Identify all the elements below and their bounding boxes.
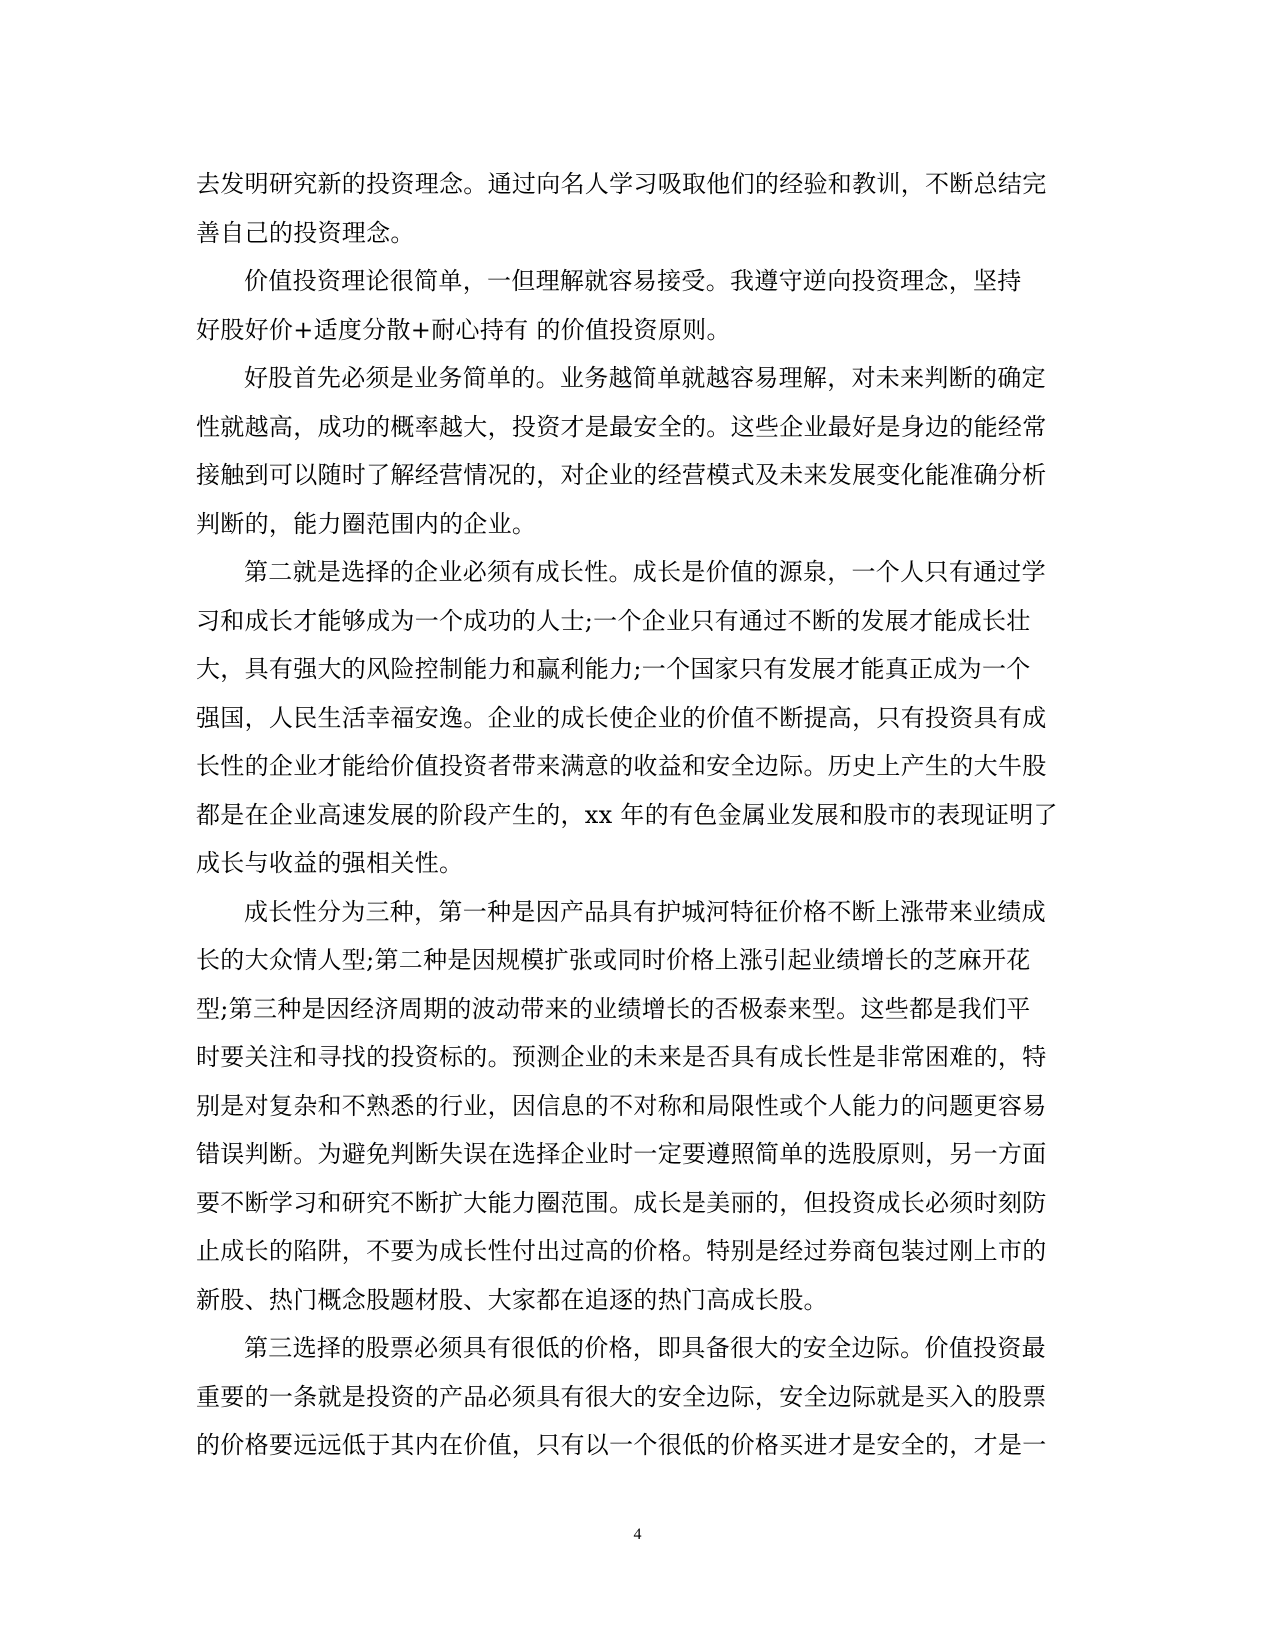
- text-line: 好股好价+适度分散+耐心持有 的价值投资原则。: [196, 315, 731, 344]
- text-line: 新股、热门概念股题材股、大家都在追逐的热门高成长股。: [196, 1285, 828, 1314]
- page-number: 4: [633, 1526, 642, 1543]
- text-line: 价值投资理论很简单，一但理解就容易接受。我遵守逆向投资理念，坚持: [244, 267, 1022, 295]
- text-line: 止成长的陷阱，不要为成长性付出过高的价格。特别是经过券商包装过刚上市的: [196, 1237, 1047, 1265]
- text-line: 长性的企业才能给价值投资者带来满意的收益和安全边际。历史上产生的大牛股: [196, 752, 1047, 780]
- text-line: 习和成长才能够成为一个成功的人士;一个企业只有通过不断的发展才能成长壮: [196, 606, 1031, 635]
- text-line: 时要关注和寻找的投资标的。预测企业的未来是否具有成长性是非常困难的，特: [196, 1043, 1047, 1071]
- text-line: 成长与收益的强相关性。: [196, 849, 464, 877]
- text-line: 好股首先必须是业务简单的。业务越简单就越容易理解，对未来判断的确定: [244, 364, 1046, 392]
- text-line: 接触到可以随时了解经营情况的，对企业的经营模式及未来发展变化能准确分析: [196, 461, 1047, 489]
- text-line: 判断的，能力圈范围内的企业。: [196, 509, 537, 538]
- text-line: 性就越高，成功的概率越大，投资才是最安全的。这些企业最好是身边的能经常: [196, 412, 1047, 441]
- body-text: [196, 160, 1076, 1470]
- text-line: 长的大众情人型;第二种是因规模扩张或同时价格上涨引起业绩增长的芝麻开花: [196, 946, 1031, 974]
- text-line: 要不断学习和研究不断扩大能力圈范围。成长是美丽的，但投资成长必须时刻防: [196, 1188, 1047, 1217]
- text-line: 都是在企业高速发展的阶段产生的，xx 年的有色金属业发展和股市的表现证明了: [196, 800, 1058, 829]
- text-line: 强国，人民生活幸福安逸。企业的成长使企业的价值不断提高，只有投资具有成: [196, 703, 1047, 732]
- text-line: 的价格要远远低于其内在价值，只有以一个很低的价格买进才是安全的，才是一: [196, 1431, 1047, 1459]
- text-line: 善自己的投资理念。: [196, 218, 415, 247]
- text-line: 第三选择的股票必须具有很低的价格，即具备很大的安全边际。价值投资最: [244, 1334, 1046, 1362]
- text-line: 成长性分为三种，第一种是因产品具有护城河特征价格不断上涨带来业绩成: [244, 897, 1046, 926]
- text-line: 型;第三种是因经济周期的波动带来的业绩增长的否极泰来型。这些都是我们平: [196, 994, 1031, 1023]
- text-line: 大，具有强大的风险控制能力和赢利能力;一个国家只有发展才能真正成为一个: [196, 655, 1031, 683]
- text-line: 第二就是选择的企业必须有成长性。成长是价值的源泉，一个人只有通过学: [244, 558, 1046, 586]
- text-line: 错误判断。为避免判断失误在选择企业时一定要遵照简单的选股原则，另一方面: [196, 1140, 1047, 1168]
- text-line: 别是对复杂和不熟悉的行业，因信息的不对称和局限性或个人能力的问题更容易: [196, 1091, 1047, 1120]
- text-line: 去发明研究新的投资理念。通过向名人学习吸取他们的经验和教训，不断总结完: [196, 170, 1047, 198]
- text-line: 重要的一条就是投资的产品必须具有很大的安全边际，安全边际就是买入的股票: [196, 1382, 1047, 1411]
